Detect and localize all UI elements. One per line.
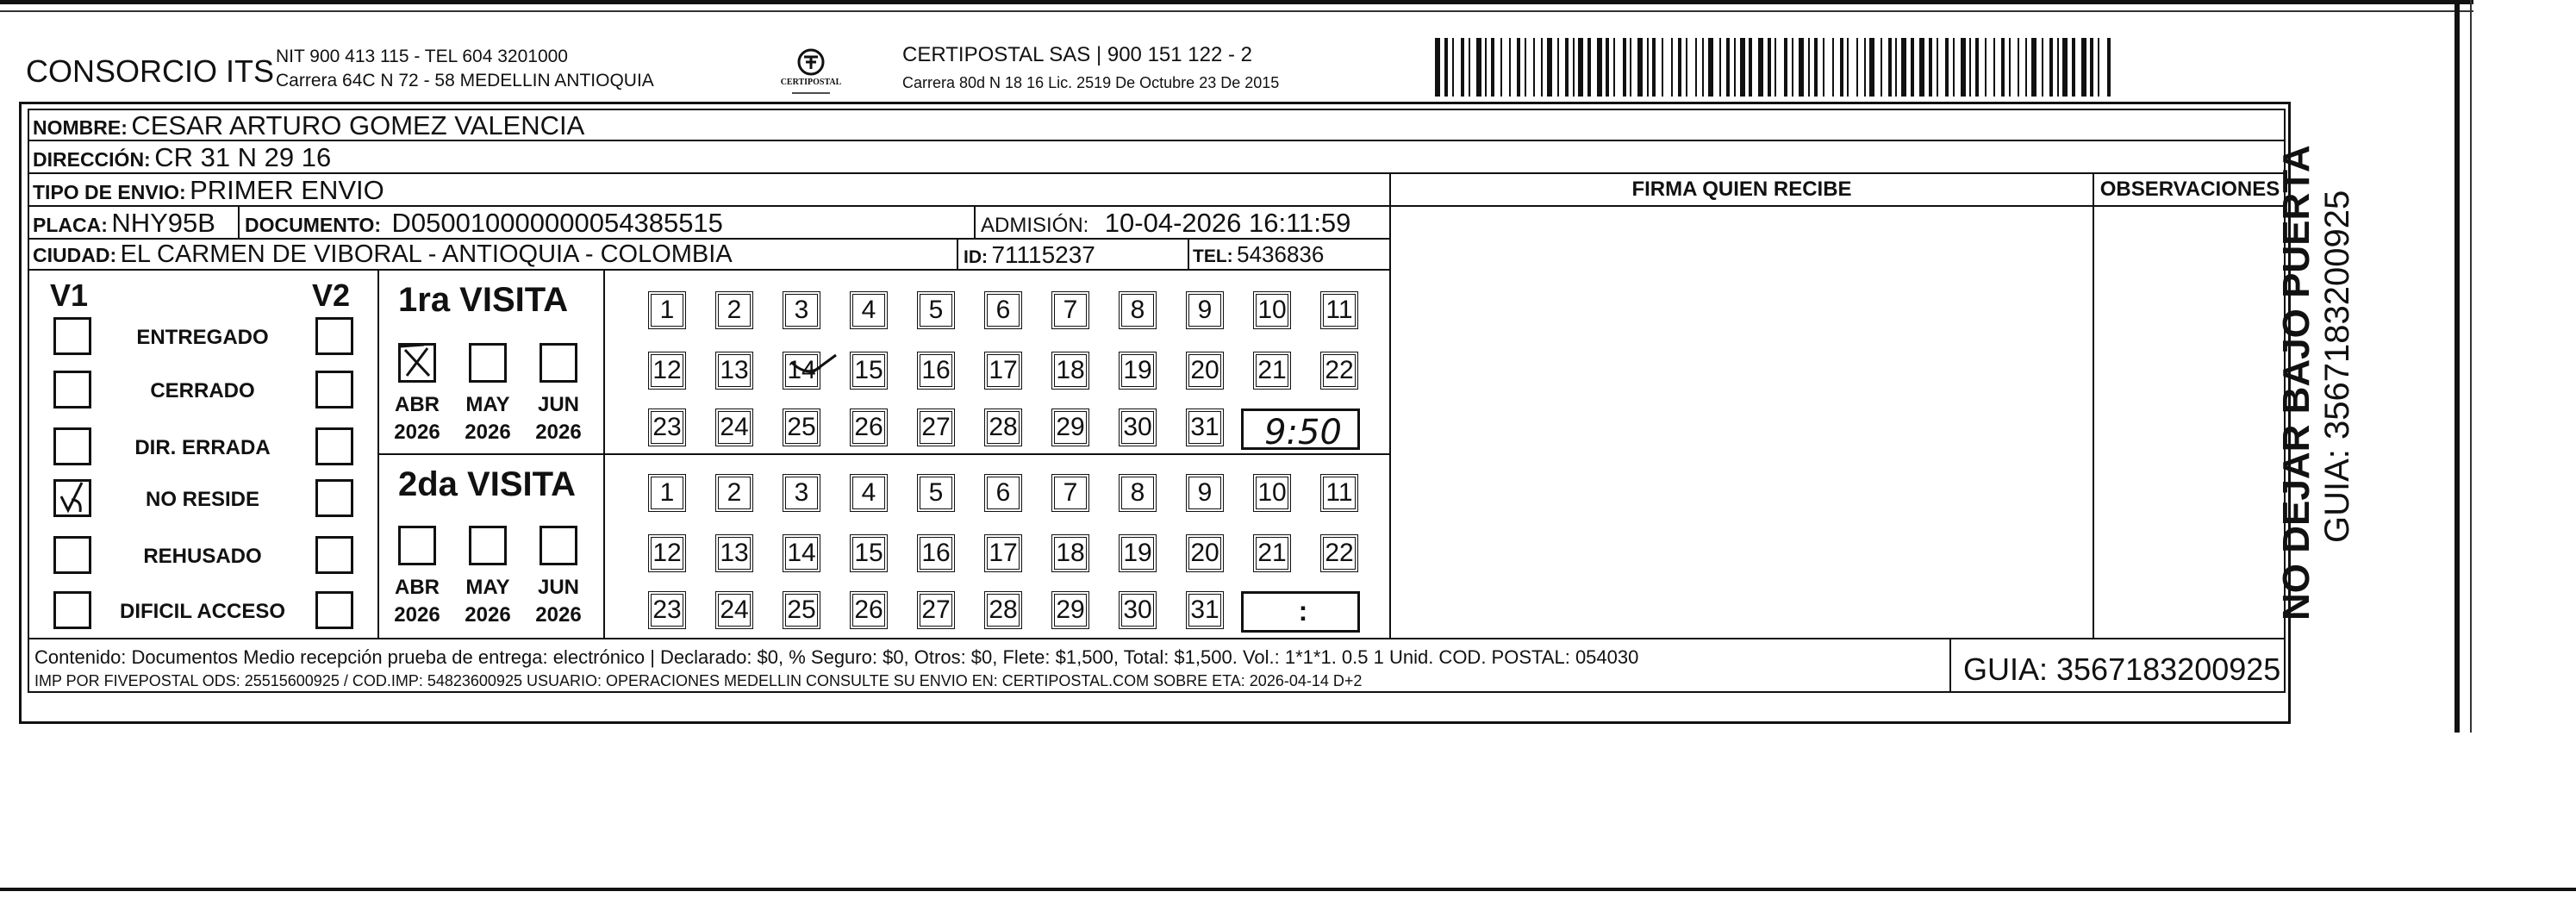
month-label: [528, 391, 589, 446]
barcode-bar: [1823, 38, 1824, 97]
barcode-bar: [1869, 38, 1874, 97]
day-box[interactable]: 28: [984, 591, 1022, 629]
day-box[interactable]: 21: [1253, 352, 1291, 390]
day-box[interactable]: 17: [984, 534, 1022, 572]
day-box[interactable]: 16: [917, 352, 955, 390]
day-box[interactable]: 9: [1186, 291, 1224, 329]
day-box[interactable]: 27: [917, 408, 955, 446]
ciudad-row: [33, 240, 733, 269]
day-box[interactable]: 24: [715, 408, 753, 446]
month-name: MAY: [465, 576, 510, 599]
barcode-bar: [1775, 38, 1776, 97]
barcode-bar: [1469, 38, 1470, 97]
second-visit-time-box[interactable]: [1241, 591, 1360, 633]
barcode-bar: [1726, 38, 1730, 97]
nombre-value: CESAR ARTURO GOMEZ VALENCIA: [131, 110, 585, 140]
day-box[interactable]: 2: [715, 474, 753, 512]
barcode-bar: [1702, 38, 1704, 97]
day-box[interactable]: 30: [1119, 408, 1157, 446]
day-box[interactable]: 10: [1253, 474, 1291, 512]
barcode-bar: [1491, 38, 1494, 97]
firma-divider: [1389, 172, 1391, 638]
second-visit-title: 2da VISITA: [398, 465, 576, 503]
barcode-bar: [1856, 38, 1858, 97]
barcode-bar: [1573, 38, 1575, 97]
barcode-bar: [1847, 38, 1849, 97]
barcode-bar: [1961, 38, 1966, 97]
barcode-bar: [1623, 38, 1626, 97]
day-box[interactable]: 5: [917, 474, 955, 512]
footer-print-line: IMP POR FIVEPOSTAL ODS: 25515600925 / COD.IMP: 54823600925 USUARIO: OPERACIONES MEDELLIN CONSULTE SU ENVIO EN: CERTIPOSTAL.COM SOBRE ETA: 2026-04-14 D+2: [34, 672, 1363, 689]
day-box[interactable]: 26: [850, 408, 888, 446]
v1-checkbox[interactable]: [53, 317, 91, 355]
barcode-bar: [2062, 38, 2068, 97]
barcode-bar: [1435, 38, 1440, 97]
month-checkbox[interactable]: [469, 526, 507, 565]
barcode-bar: [2057, 38, 2059, 97]
day-box[interactable]: 31: [1186, 591, 1224, 629]
day-box[interactable]: 29: [1051, 408, 1089, 446]
barcode-bar: [2098, 38, 2099, 97]
barcode-bar: [1792, 38, 1793, 97]
day-box[interactable]: 20: [1186, 352, 1224, 390]
check-mark-icon: [56, 479, 94, 517]
barcode-bar: [2042, 38, 2043, 97]
documento-label: DOCUMENTO:: [245, 214, 382, 236]
status-label: ENTREGADO: [136, 326, 269, 349]
day-box[interactable]: 21: [1253, 534, 1291, 572]
tel-divider: [1188, 238, 1189, 269]
month-checkbox[interactable]: [469, 343, 507, 383]
footer-content-line: Contenido: Documentos Medio recepción prueba de entrega: electrónico | Declarado: $0, % Seguro: $0, Otros: $0, Flete: $1,500, Total: $1,500. Vol.: 1*1*1. 0.5 1 Unid. COD. POSTAL: 054030: [34, 646, 1639, 668]
day-box[interactable]: 1: [648, 291, 686, 329]
barcode-bar: [2081, 38, 2086, 97]
barcode-bar: [1533, 38, 1535, 97]
row-line-2: [28, 172, 2286, 174]
first-visit-title: 1ra VISITA: [398, 281, 569, 319]
barcode-bar: [1719, 38, 1721, 97]
barcode-bar: [1637, 38, 1643, 97]
status-label: NO RESIDE: [145, 488, 260, 511]
barcode-bar: [1945, 38, 1949, 97]
company-nit-tel: NIT 900 413 115 - TEL 604 3201000: [276, 47, 568, 66]
barcode-bar: [2090, 38, 2093, 97]
day-box[interactable]: 23: [648, 591, 686, 629]
day-box[interactable]: 5: [917, 291, 955, 329]
barcode-bar: [1808, 38, 1810, 97]
visit-divider: [379, 453, 1389, 455]
footer-guia: GUIA: 3567183200925: [1963, 652, 2281, 687]
day-box[interactable]: 15: [850, 534, 888, 572]
side-warning: NO DEJAR BAJO PUERTA: [2275, 145, 2317, 620]
barcode-bar: [1587, 38, 1591, 97]
v1-header: V1: [50, 278, 89, 313]
month-name: JUN: [537, 576, 579, 599]
id-value: 71115237: [991, 241, 1095, 268]
nombre-label: NOMBRE:: [33, 116, 128, 139]
barcode-bar: [1606, 38, 1609, 97]
barcode-bar: [1749, 38, 1752, 97]
month-label: [387, 574, 447, 629]
license-line: Carrera 80d N 18 16 Lic. 2519 De Octubre 23 De 2015: [902, 74, 1280, 91]
barcode-bar: [1784, 38, 1787, 97]
day-box[interactable]: 4: [850, 291, 888, 329]
month-year: 2026: [394, 603, 440, 627]
v2-checkbox[interactable]: [315, 479, 353, 517]
barcode-bar: [1985, 38, 1987, 97]
day-box[interactable]: 22: [1320, 352, 1358, 390]
day-box[interactable]: 25: [783, 408, 820, 446]
barcode-bar: [1686, 38, 1687, 97]
barcode-bar: [1993, 38, 1995, 97]
barcode-bar: [2049, 38, 2053, 97]
barcode-bar: [1937, 38, 1938, 97]
day-box[interactable]: 8: [1119, 291, 1157, 329]
v1-checkbox[interactable]: [53, 536, 91, 574]
month-name: JUN: [537, 393, 579, 416]
day-box[interactable]: 30: [1119, 591, 1157, 629]
day-box[interactable]: 14: [783, 352, 820, 390]
month-label: [458, 391, 518, 446]
barcode-bar: [2001, 38, 2005, 97]
id-divider: [957, 238, 958, 269]
month-checkbox[interactable]: [398, 526, 436, 565]
day-box[interactable]: 2: [715, 291, 753, 329]
barcode-bar: [1597, 38, 1602, 97]
placa-divider: [238, 205, 240, 238]
v1-checkbox[interactable]: [53, 427, 91, 465]
barcode-bar: [1888, 38, 1892, 97]
barcode-bar: [1485, 38, 1487, 97]
barcode-bar: [1525, 38, 1526, 97]
direccion-value: CR 31 N 29 16: [154, 142, 332, 172]
barcode-bar: [1953, 38, 1955, 97]
barcode-bar: [1517, 38, 1520, 97]
month-year: 2026: [465, 421, 511, 444]
v2-checkbox[interactable]: [315, 536, 353, 574]
barcode-bar: [1814, 38, 1818, 97]
side-guia: GUIA: 3567183200925: [2318, 190, 2356, 543]
barcode-bar: [1578, 38, 1583, 97]
admision-row: [981, 208, 1350, 239]
barcode-bar: [1708, 38, 1713, 97]
status-label: CERRADO: [150, 379, 255, 402]
barcode-bar: [1678, 38, 1681, 97]
day-box[interactable]: 7: [1051, 474, 1089, 512]
barcode-bar: [1799, 38, 1804, 97]
barcode-bar: [2107, 38, 2111, 97]
day-box[interactable]: 12: [648, 352, 686, 390]
day-box[interactable]: 19: [1119, 534, 1157, 572]
day-box[interactable]: 3: [783, 474, 820, 512]
barcode-bar: [1565, 38, 1569, 97]
tipo-label: TIPO DE ENVIO:: [33, 181, 186, 203]
month-year: 2026: [465, 603, 511, 627]
status-label: REHUSADO: [143, 545, 262, 568]
month-label: [458, 574, 518, 629]
tipo-value: PRIMER ENVIO: [190, 175, 384, 205]
day-box[interactable]: 18: [1051, 352, 1089, 390]
day-box[interactable]: 6: [984, 474, 1022, 512]
month-checkbox[interactable]: [540, 343, 577, 383]
day-box[interactable]: 29: [1051, 591, 1089, 629]
v1-checkbox[interactable]: [53, 591, 91, 629]
barcode-bar: [1452, 38, 1454, 97]
day-box[interactable]: 18: [1051, 534, 1089, 572]
second-visit-time: :: [1298, 596, 1308, 627]
barcode-bar: [2031, 38, 2036, 97]
v1-checkbox[interactable]: [53, 371, 91, 408]
placa-row: [33, 208, 215, 239]
barcode-bar: [1557, 38, 1559, 97]
barcode-bar: [1840, 38, 1843, 97]
row-line-5: [28, 269, 1389, 271]
barcode-bar: [1500, 38, 1502, 97]
barcode-bar: [2018, 38, 2019, 97]
barcode-bar: [1919, 38, 1924, 97]
status-label: DIFICIL ACCESO: [119, 600, 285, 623]
month-year: 2026: [394, 421, 440, 444]
direccion-row: [33, 142, 331, 173]
day-box[interactable]: 14: [783, 534, 820, 572]
month-name: ABR: [395, 393, 440, 416]
status-label: DIR. ERRADA: [134, 436, 271, 459]
day-box[interactable]: 17: [984, 352, 1022, 390]
day-mark-icon: [789, 348, 841, 383]
day-box[interactable]: 26: [850, 591, 888, 629]
day-box[interactable]: 9: [1186, 474, 1224, 512]
day-box[interactable]: 20: [1186, 534, 1224, 572]
day-box[interactable]: 22: [1320, 534, 1358, 572]
barcode-bar: [1758, 38, 1763, 97]
barcode-bar: [1740, 38, 1745, 97]
v2-checkbox[interactable]: [315, 591, 353, 629]
admision-divider: [974, 205, 976, 238]
guia-divider: [1949, 638, 1951, 693]
day-box[interactable]: 15: [850, 352, 888, 390]
admision-value: 10-04-2026 16:11:59: [1104, 208, 1351, 238]
v1-checkbox[interactable]: [53, 479, 91, 517]
day-box[interactable]: 24: [715, 591, 753, 629]
ciudad-value: EL CARMEN DE VIBORAL - ANTIOQUIA - COLOMBIA: [120, 240, 733, 268]
ciudad-label: CIUDAD:: [33, 244, 117, 266]
tipo-row: [33, 175, 384, 206]
barcode-bar: [1444, 38, 1448, 97]
barcode-bar: [1969, 38, 1971, 97]
day-box[interactable]: 16: [917, 534, 955, 572]
right-border-thin: [2470, 0, 2472, 733]
month-checkbox[interactable]: [540, 526, 577, 565]
month-year: 2026: [535, 603, 582, 627]
day-box[interactable]: 12: [648, 534, 686, 572]
company-name: CONSORCIO ITS: [26, 53, 275, 89]
tel-label: TEL:: [1193, 246, 1233, 266]
month-checkbox[interactable]: [398, 343, 436, 383]
barcode-bar: [1647, 38, 1649, 97]
nombre-row: [33, 110, 584, 141]
month-label: [387, 391, 447, 446]
id-row: [964, 241, 1095, 269]
barcode-bar: [1630, 38, 1631, 97]
barcode-bar: [1975, 38, 1979, 97]
company-address: Carrera 64C N 72 - 58 MEDELLIN ANTIOQUIA: [276, 71, 654, 90]
day-box[interactable]: 8: [1119, 474, 1157, 512]
certipostal-line: CERTIPOSTAL SAS | 900 151 122 - 2: [902, 43, 1252, 66]
day-box[interactable]: 25: [783, 591, 820, 629]
placa-label: PLACA:: [33, 214, 108, 236]
month-label: [528, 574, 589, 629]
day-box[interactable]: 31: [1186, 408, 1224, 446]
v2-checkbox[interactable]: [315, 427, 353, 465]
certipostal-logo: [780, 43, 842, 105]
observaciones-header: OBSERVACIONES: [2099, 178, 2280, 201]
barcode-bar: [1911, 38, 1914, 97]
admision-label: ADMISIÓN:: [981, 214, 1089, 237]
barcode-bar: [1476, 38, 1481, 97]
v2-header: V2: [312, 278, 351, 313]
day-box[interactable]: 6: [984, 291, 1022, 329]
day-box[interactable]: 27: [917, 591, 955, 629]
firma-header: FIRMA QUIEN RECIBE: [1631, 178, 1852, 201]
day-box[interactable]: 19: [1119, 352, 1157, 390]
barcode-bar: [1461, 38, 1464, 97]
barcode-bar: [1695, 38, 1697, 97]
barcode-bar: [1652, 38, 1656, 97]
placa-value: NHY95B: [111, 208, 215, 238]
barcode-bar: [1895, 38, 1897, 97]
first-visit-time: 9:50: [1264, 413, 1342, 452]
day-box[interactable]: 11: [1320, 474, 1358, 512]
v2-checkbox[interactable]: [315, 371, 353, 408]
barcode-bar: [1541, 38, 1543, 97]
tel-value: 5436836: [1237, 241, 1325, 267]
day-box[interactable]: 13: [715, 534, 753, 572]
month-year: 2026: [535, 421, 582, 444]
tel-row: [1193, 241, 1324, 268]
documento-row: [245, 208, 723, 239]
barcode-bar: [1547, 38, 1552, 97]
barcode-bar: [1734, 38, 1736, 97]
day-box[interactable]: 1: [648, 474, 686, 512]
day-box[interactable]: 10: [1253, 291, 1291, 329]
day-box[interactable]: 28: [984, 408, 1022, 446]
barcode-bar: [1929, 38, 1932, 97]
bottom-border: [0, 888, 2576, 891]
barcode-bar: [1509, 38, 1511, 97]
barcode: [1435, 38, 2116, 97]
top-border-thin: [0, 10, 2473, 12]
v2-checkbox[interactable]: [315, 317, 353, 355]
barcode-bar: [2072, 38, 2075, 97]
certipostal-logo-text: CERTIPOSTAL: [780, 78, 842, 87]
barcode-bar: [1901, 38, 1906, 97]
barcode-bar: [2025, 38, 2027, 97]
observaciones-divider: [2093, 172, 2094, 638]
barcode-bar: [1613, 38, 1615, 97]
first-visit-time-box[interactable]: [1241, 408, 1360, 450]
cross-mark-icon: [398, 343, 436, 383]
day-box[interactable]: 7: [1051, 291, 1089, 329]
day-box[interactable]: 23: [648, 408, 686, 446]
barcode-bar: [2009, 38, 2011, 97]
day-box[interactable]: 3: [783, 291, 820, 329]
month-name: ABR: [395, 576, 440, 599]
barcode-bar: [1832, 38, 1834, 97]
day-box[interactable]: 11: [1320, 291, 1358, 329]
direccion-label: DIRECCIÓN:: [33, 148, 151, 171]
day-box[interactable]: 13: [715, 352, 753, 390]
id-label: ID:: [964, 247, 988, 267]
barcode-bar: [1768, 38, 1771, 97]
day-box[interactable]: 4: [850, 474, 888, 512]
right-border: [2454, 0, 2460, 733]
barcode-bar: [1662, 38, 1663, 97]
barcode-bar: [1881, 38, 1882, 97]
barcode-bar: [1671, 38, 1673, 97]
footer-divider: [28, 638, 2286, 639]
month-name: MAY: [465, 393, 510, 416]
top-border: [0, 0, 2473, 4]
barcode-bar: [1864, 38, 1866, 97]
documento-value: D050010000000054385515: [391, 208, 723, 238]
